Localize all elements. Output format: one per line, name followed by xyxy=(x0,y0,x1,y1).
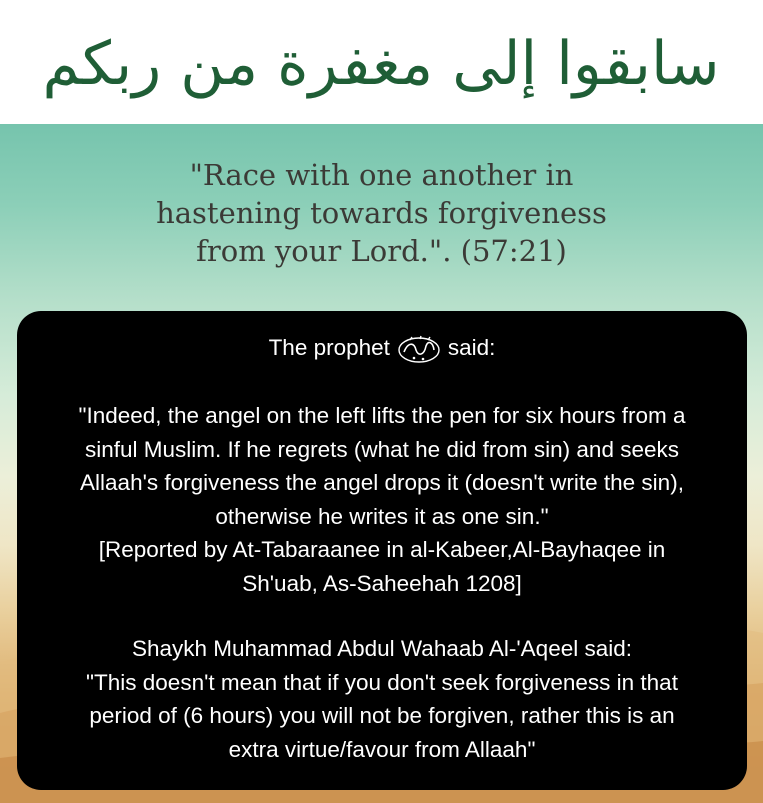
hadith-reference-line: [Reported by At-Tabaraanee in al-Kabeer,Al-Bayhaqee in xyxy=(98,537,666,562)
verse-line: "Race with one another in xyxy=(189,158,574,192)
hadith-reference-line: Sh'uab, As-Saheehah 1208] xyxy=(242,570,522,596)
hadith-intro xyxy=(17,331,747,365)
commentary-line: extra virtue/favour from Allaah" xyxy=(228,736,536,762)
commentary-line: "This doesn't mean that if you don't seek forgiveness in that xyxy=(86,669,678,695)
arabic-calligraphy xyxy=(0,0,763,124)
hadith-card xyxy=(17,311,747,790)
quran-verse xyxy=(0,156,763,270)
hadith-line: Allaah's forgiveness the angel drops it (doesn't write the sin), xyxy=(80,470,684,495)
intro-said-text: said: xyxy=(447,335,496,360)
verse-line: hastening towards forgiveness xyxy=(156,196,607,230)
commentary-line: period of (6 hours) you will not be forgiven, rather this is an xyxy=(89,703,675,728)
header-banner xyxy=(0,0,763,124)
hadith-line: "Indeed, the angel on the left lifts the pen for six hours from a xyxy=(78,403,686,428)
intro-text: The prophet xyxy=(268,335,390,360)
hadith-line: sinful Muslim. If he regrets (what he did from sin) and seeks xyxy=(85,436,679,462)
hadith-line: otherwise he writes it as one sin." xyxy=(215,503,549,529)
verse-line: from your Lord.". (57:21) xyxy=(196,234,567,268)
arabic-calligraphy-text: سابقوا إلى مغفرة من ربكم xyxy=(42,29,720,99)
scholar-commentary xyxy=(17,632,747,766)
commentary-line: Shaykh Muhammad Abdul Wahaab Al-'Aqeel said: xyxy=(132,636,632,661)
salawat-icon xyxy=(396,334,442,364)
hadith-text xyxy=(17,399,747,600)
